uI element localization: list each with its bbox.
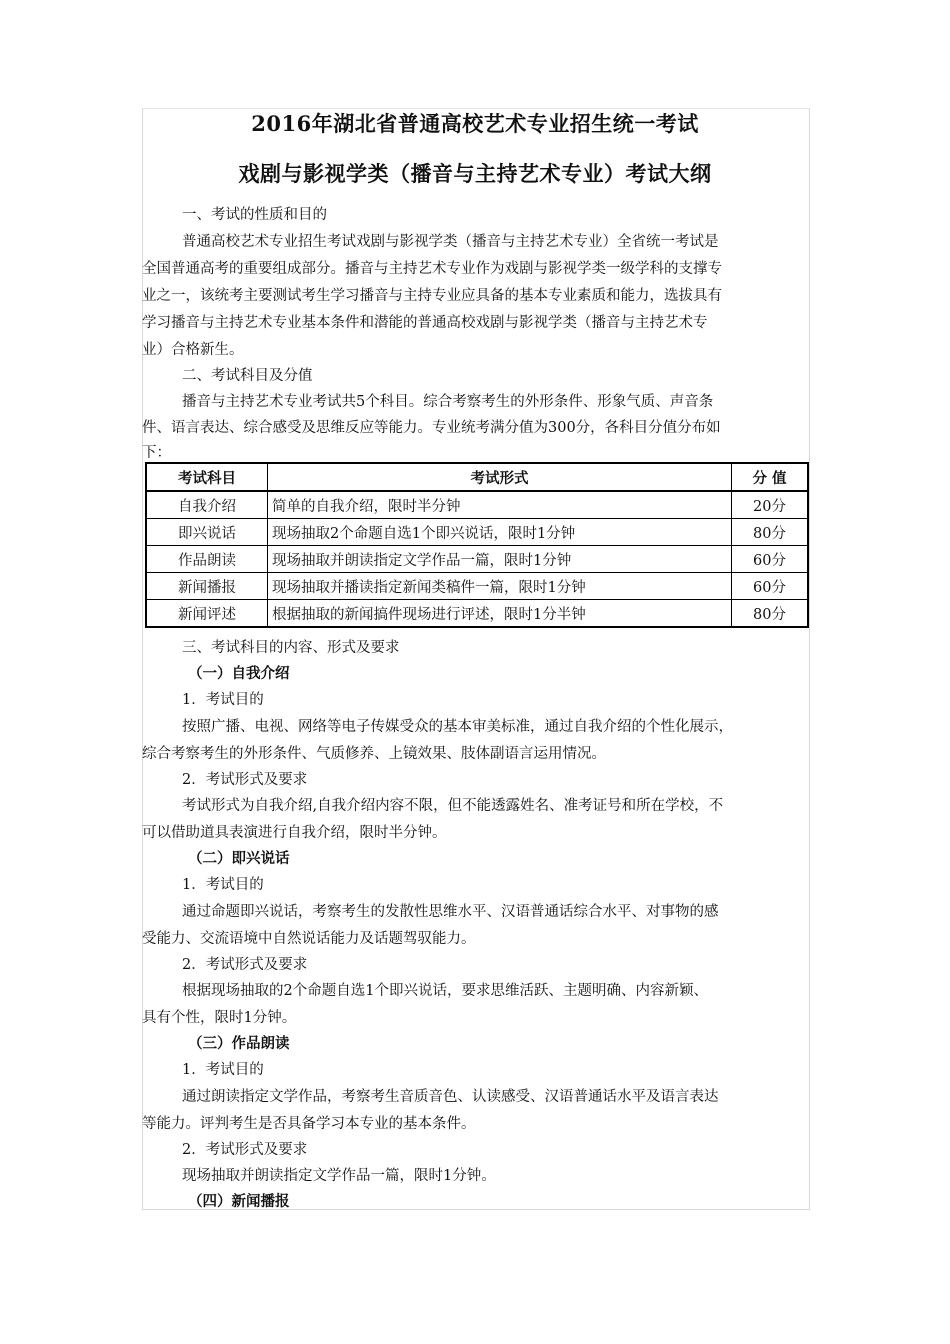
paragraph-line: 学习播音与主持艺术专业基本条件和潜能的普通高校戏剧与影视学类（播音与主持艺术专 — [142, 315, 708, 331]
subsection-heading: （二）即兴说话 — [188, 850, 290, 867]
subsection-heading: （四）新闻播报 — [188, 1193, 290, 1210]
table-row — [146, 573, 808, 600]
table-cell: 简单的自我介绍，限时半分钟 — [268, 491, 732, 519]
section-heading: 三、考试科目的内容、形式及要求 — [182, 640, 400, 656]
paragraph-line: 根据现场抽取的2个命题自选1个即兴说话，要求思维活跃、主题明确、内容新颖、 — [182, 983, 708, 999]
item-label: 2．考试形式及要求 — [182, 957, 308, 973]
item-label: 1．考试目的 — [182, 877, 264, 893]
document-title: 2016年湖北省普通高校艺术专业招生统一考试 — [251, 111, 699, 136]
table-cell: 新闻评述 — [146, 600, 268, 628]
section-heading: 一、考试的性质和目的 — [182, 207, 327, 223]
table-row — [146, 600, 808, 628]
table-cell: 现场抽取并朗读指定文学作品一篇，限时1分钟 — [268, 546, 732, 573]
table-cell: 80分 — [732, 600, 809, 628]
table-cell: 新闻播报 — [146, 573, 268, 600]
paragraph-line: 普通高校艺术专业招生考试戏剧与影视学类（播音与主持艺术专业）全省统一考试是 — [182, 234, 719, 250]
table-cell: 60分 — [732, 546, 809, 573]
item-label: 2．考试形式及要求 — [182, 772, 308, 788]
paragraph-line: 可以借助道具表演进行自我介绍，限时半分钟。 — [142, 825, 447, 841]
paragraph-line: 综合考察考生的外形条件、气质修养、上镜效果、肢体副语言运用情况。 — [142, 746, 606, 762]
column-header: 分 值 — [732, 463, 809, 491]
paragraph-line: 件、语言表达、综合感受及思维反应等能力。专业统考满分值为300分，各科目分值分布如 — [142, 420, 721, 436]
table-cell: 80分 — [732, 519, 809, 546]
column-header: 考试科目 — [146, 463, 268, 491]
item-label: 1．考试目的 — [182, 692, 264, 708]
item-label: 2．考试形式及要求 — [182, 1142, 308, 1158]
paragraph-line: 受能力、交流语境中自然说话能力及话题驾驭能力。 — [142, 931, 476, 947]
table-cell: 根据抽取的新闻搞件现场进行评述，限时1分半钟 — [268, 600, 732, 628]
paragraph-line: 播音与主持艺术专业考试共5个科目。综合考察考生的外形条件、形象气质、声音条 — [182, 394, 714, 410]
item-label: 1．考试目的 — [182, 1062, 264, 1078]
table-row — [146, 491, 808, 519]
table-cell: 即兴说话 — [146, 519, 268, 546]
table-row — [146, 519, 808, 546]
paragraph-line: 通过朗读指定文学作品，考察考生音质音色、认读感受、汉语普通话水平及语言表达 — [182, 1089, 719, 1105]
table-cell: 现场抽取并播读指定新闻类稿件一篇，限时1分钟 — [268, 573, 732, 600]
paragraph-line: 全国普通高考的重要组成部分。播音与主持艺术专业作为戏剧与影视学类一级学科的支撑专 — [142, 261, 722, 277]
paragraph-line: 现场抽取并朗读指定文学作品一篇，限时1分钟。 — [182, 1168, 496, 1184]
paragraph-line: 下： — [142, 445, 171, 461]
document-subtitle: 戏剧与影视学类（播音与主持艺术专业）考试大纲 — [238, 161, 712, 186]
score-table — [145, 462, 809, 628]
table-row — [146, 546, 808, 573]
subsection-heading: （一）自我介绍 — [188, 665, 290, 682]
paragraph-line: 等能力。评判考生是否具备学习本专业的基本条件。 — [142, 1116, 476, 1132]
table-cell: 作品朗读 — [146, 546, 268, 573]
paragraph-line: 考试形式为自我介绍,自我介绍内容不限，但不能透露姓名、准考证号和所在学校，不 — [182, 798, 724, 814]
column-header: 考试形式 — [268, 463, 732, 491]
table-header-row — [146, 463, 808, 491]
table-cell: 现场抽取2个命题自选1个即兴说话，限时1分钟 — [268, 519, 732, 546]
paragraph-line: 业）合格新生。 — [142, 342, 244, 358]
subsection-heading: （三）作品朗读 — [188, 1035, 290, 1052]
paragraph-line: 通过命题即兴说话，考察考生的发散性思维水平、汉语普通话综合水平、对事物的感 — [182, 904, 719, 920]
section-heading: 二、考试科目及分值 — [182, 368, 313, 384]
table-cell: 20分 — [732, 491, 809, 519]
paragraph-line: 业之一，该统考主要测试考生学习播音与主持专业应具备的基本专业素质和能力，选拔具有 — [142, 288, 722, 304]
paragraph-line: 具有个性，限时1分钟。 — [142, 1010, 297, 1026]
table-cell: 60分 — [732, 573, 809, 600]
table-cell: 自我介绍 — [146, 491, 268, 519]
paragraph-line: 按照广播、电视、网络等电子传媒受众的基本审美标准，通过自我介绍的个性化展示， — [182, 719, 733, 735]
